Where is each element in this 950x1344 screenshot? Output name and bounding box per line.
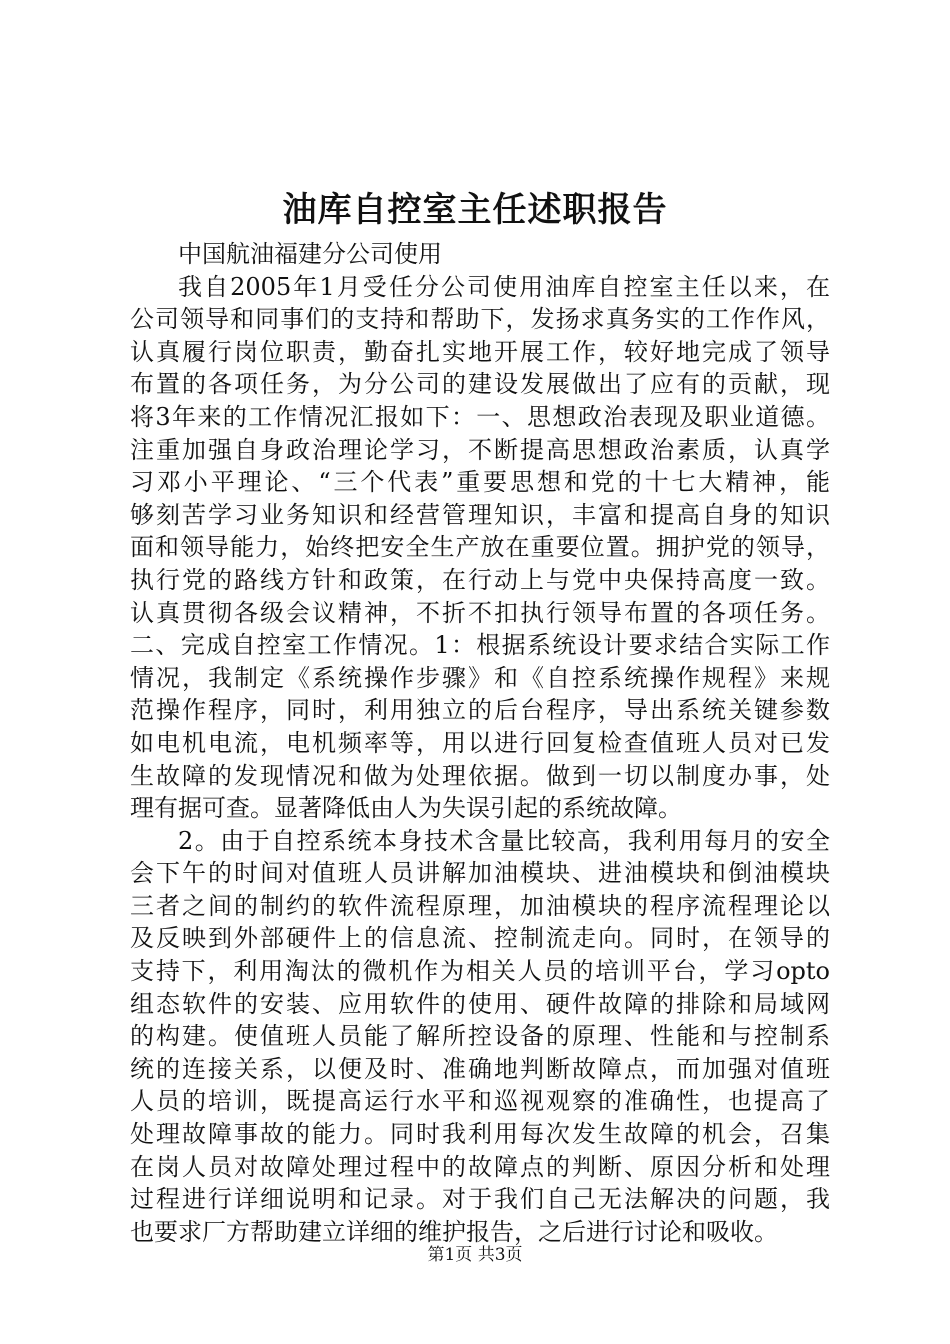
text-line: 注重加强自身政治理论学习，不断提高思想政治素质，认真学 <box>130 435 830 464</box>
text-line: 会下午的时间对值班人员讲解加油模块、进油模块和倒油模块 <box>130 859 830 888</box>
text-line: 中国航油福建分公司使用 <box>178 240 442 268</box>
text-line: 够刻苦学习业务知识和经营管理知识，丰富和提高自身的知识 <box>130 500 830 529</box>
text-line: 三者之间的制约的软件流程原理，加油模块的程序流程理论以 <box>130 891 830 920</box>
text-line: 面和领导能力，始终把安全生产放在重要位置。拥护党的领导， <box>130 533 830 562</box>
text-line: 组态软件的安装、应用软件的使用、硬件故障的排除和局域网 <box>130 989 830 1018</box>
text-line: 如电机电流，电机频率等，用以进行回复检查值班人员对已发 <box>130 728 830 757</box>
text-line: 2。由于自控系统本身技术含量比较高，我利用每月的安全 <box>178 826 830 855</box>
text-line: 布置的各项任务，为分公司的建设发展做出了应有的贡献，现 <box>130 370 830 399</box>
text-line: 执行党的路线方针和政策，在行动上与党中央保持高度一致。 <box>130 565 830 594</box>
text-line: 理有据可查。显著降低由人为失误引起的系统故障。 <box>130 794 682 823</box>
text-line: 及反映到外部硬件上的信息流、控制流走向。同时，在领导的 <box>130 924 830 953</box>
text-line: 支持下，利用淘汰的微机作为相关人员的培训平台，学习opto <box>130 957 830 986</box>
document-body <box>130 238 830 1248</box>
text-line: 我自2005年1月受任分公司使用油库自控室主任以来，在 <box>178 272 830 301</box>
text-line: 统的连接关系，以便及时、准确地判断故障点，而加强对值班 <box>130 1054 830 1083</box>
text-line: 习邓小平理论、“三个代表”重要思想和党的十七大精神，能 <box>130 468 830 497</box>
text-line: 认真贯彻各级会议精神，不折不扣执行领导布置的各项任务。 <box>130 598 830 627</box>
text-line: 在岗人员对故障处理过程中的故障点的判断、原因分析和处理 <box>130 1152 830 1181</box>
text-line: 处理故障事故的能力。同时我利用每次发生故障的机会，召集 <box>130 1120 830 1149</box>
page-number-footer: 第1页 共3页 <box>427 1245 523 1265</box>
text-line: 公司领导和同事们的支持和帮助下，发扬求真务实的工作作风， <box>130 305 830 334</box>
text-line: 情况，我制定《系统操作步骤》和《自控系统操作规程》来规 <box>130 663 830 692</box>
text-line: 也要求厂方帮助建立详细的维护报告，之后进行讨论和吸收。 <box>130 1217 778 1246</box>
text-line: 生故障的发现情况和做为处理依据。做到一切以制度办事，处 <box>130 761 830 790</box>
text-line: 范操作程序，同时，利用独立的后台程序，导出系统关键参数 <box>130 696 830 725</box>
text-line: 将3年来的工作情况汇报如下：一、思想政治表现及职业道德。 <box>130 402 830 431</box>
text-line: 二、完成自控室工作情况。1：根据系统设计要求结合实际工作 <box>130 631 830 660</box>
text-line: 的构建。使值班人员能了解所控设备的原理、性能和与控制系 <box>130 1022 830 1051</box>
text-line: 过程进行详细说明和记录。对于我们自己无法解决的问题，我 <box>130 1185 830 1214</box>
text-line: 人员的培训，既提高运行水平和巡视观察的准确性，也提高了 <box>130 1087 830 1116</box>
document-title: 油库自控室主任述职报告 <box>282 190 668 230</box>
text-line: 认真履行岗位职责，勤奋扎实地开展工作，较好地完成了领导 <box>130 337 830 366</box>
